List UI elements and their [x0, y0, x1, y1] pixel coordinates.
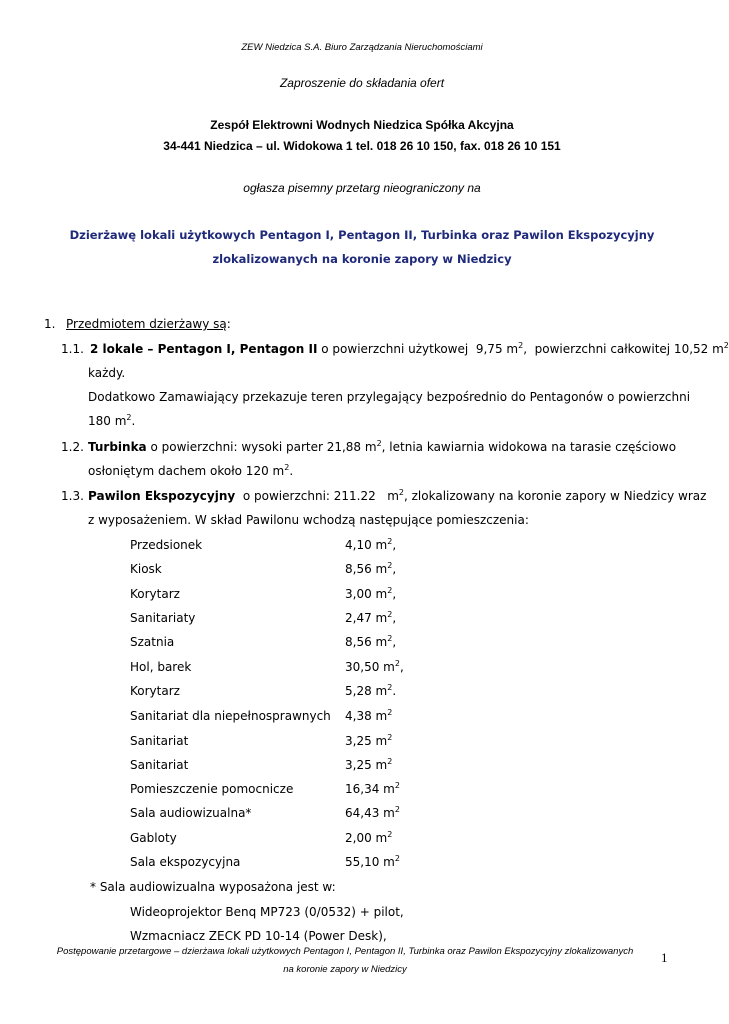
room-name: Sanitariat	[130, 734, 189, 748]
room-area: 64,43 $m^2$	[345, 805, 400, 820]
item-1-1-line-2: każdy.	[88, 366, 126, 380]
room-name: Sanitariaty	[130, 611, 196, 625]
footer-line-2: na koronie zapory w Niedzicy	[283, 964, 407, 975]
room-area: 2,47 $m^2$,	[345, 610, 397, 625]
room-name: Korytarz	[130, 587, 180, 601]
room-name: Sanitariat	[130, 758, 189, 772]
item-1-3-line-1: Pawilon Ekspozycyjny o powierzchni: 211.22 $m^2$, zlokalizowany na koronie zapory w Niedzicy wraz	[88, 488, 707, 503]
room-row	[0, 611, 724, 631]
equipment-item: Wideoprojektor Benq MP723 (0/0532) + pilot,	[130, 905, 404, 919]
item-number: 1.3.	[61, 489, 84, 503]
room-row	[0, 684, 724, 704]
announcement: ogłasza pisemny przetarg nieograniczony na	[243, 181, 481, 195]
item-1-2-line-2: osłoniętym dachem około 120 $m^2$.	[88, 463, 294, 478]
equipment-note: * Sala audiowizualna wyposażona jest w:	[90, 880, 336, 894]
subject-line-1: Dzierżawę lokali użytkowych Pentagon I, Pentagon II, Turbinka oraz Pawilon Ekspozycyjny	[69, 228, 655, 242]
room-area: 4,38 $m^2$	[345, 708, 393, 723]
item-1-3-line-2: z wyposażeniem. W skład Pawilonu wchodzą następujące pomieszczenia:	[88, 513, 529, 527]
item-1-2-line-1: Turbinka o powierzchni: wysoki parter 21,88 $m^2$, letnia kawiarnia widokowa na tarasie częściowo	[88, 439, 677, 454]
room-row	[0, 709, 724, 729]
room-name: Pomieszczenie pomocnicze	[130, 782, 294, 796]
room-name: Korytarz	[130, 684, 180, 698]
room-row	[0, 855, 724, 875]
room-area: 16,34 $m^2$	[345, 781, 400, 796]
room-name: Sala ekspozycyjna	[130, 855, 241, 869]
room-name: Hol, barek	[130, 660, 192, 674]
room-row	[0, 782, 724, 802]
page-header: ZEW Niedzica S.A. Biuro Zarządzania Nieruchomościami	[241, 42, 483, 53]
room-area: 30,50 $m^2$,	[345, 659, 404, 674]
company-address: 34-441 Niedzica – ul. Widokowa 1 tel. 018 26 10 150, fax. 018 26 10 151	[163, 139, 561, 153]
room-area: 2,00 $m^2$	[345, 830, 393, 845]
room-name: Szatnia	[130, 635, 175, 649]
item-1-1-extra-line-1: Dodatkowo Zamawiający przekazuje teren przylegający bezpośrednio do Pentagonów o powierzchni	[88, 390, 691, 404]
equipment-item: Wzmacniacz ZECK PD 10-14 (Power Desk),	[130, 929, 387, 943]
room-row	[0, 538, 724, 558]
subject-line-2: zlokalizowanych na koronie zapory w Niedzicy	[212, 252, 512, 266]
footer-line-1: Postępowanie przetargowe – dzierżawa lokali użytkowych Pentagon I, Pentagon II, Turbinka oraz Pawilon Ekspozycyjny zlokalizowanych	[56, 946, 634, 957]
section-number: 1.	[44, 317, 56, 331]
room-area: 8,56 $m^2$,	[345, 634, 397, 649]
item-number: 1.1.	[61, 342, 84, 356]
item-1-1-extra-line-2: 180 $m^2$.	[88, 413, 136, 428]
room-name: Przedsionek	[130, 538, 203, 552]
room-area: 5,28 $m^2$.	[345, 683, 397, 698]
room-area: 55,10 $m^2$	[345, 854, 400, 869]
room-name: Sanitariat dla niepełnosprawnych	[130, 709, 331, 723]
room-name: Sala audiowizualna*	[130, 806, 252, 820]
room-row	[0, 734, 724, 754]
room-area: 8,56 $m^2$,	[345, 561, 397, 576]
page-number: 1	[661, 950, 668, 965]
invitation-title: Zaproszenie do składania ofert	[279, 76, 445, 90]
room-name: Gabloty	[130, 831, 177, 845]
section-title: Przedmiotem dzierżawy są:	[66, 317, 231, 331]
room-area: 4,10 $m^2$,	[345, 537, 397, 552]
room-row	[0, 806, 724, 826]
room-row	[0, 758, 724, 778]
room-row	[0, 660, 724, 680]
room-row	[0, 587, 724, 607]
item-1-1-line-1: 2 lokale – Pentagon I, Pentagon II o powierzchni użytkowej 9,75 $m^2$, powierzchni całkowitej 10,52 $m^2$	[90, 341, 729, 356]
room-area: 3,25 $m^2$	[345, 733, 393, 748]
room-row	[0, 831, 724, 851]
room-name: Kiosk	[130, 562, 162, 576]
room-row	[0, 562, 724, 582]
company-name: Zespół Elektrowni Wodnych Niedzica Spółka Akcyjna	[210, 118, 514, 132]
room-row	[0, 635, 724, 655]
item-number: 1.2.	[61, 440, 84, 454]
room-area: 3,25 $m^2$	[345, 757, 393, 772]
room-area: 3,00 $m^2$,	[345, 586, 397, 601]
